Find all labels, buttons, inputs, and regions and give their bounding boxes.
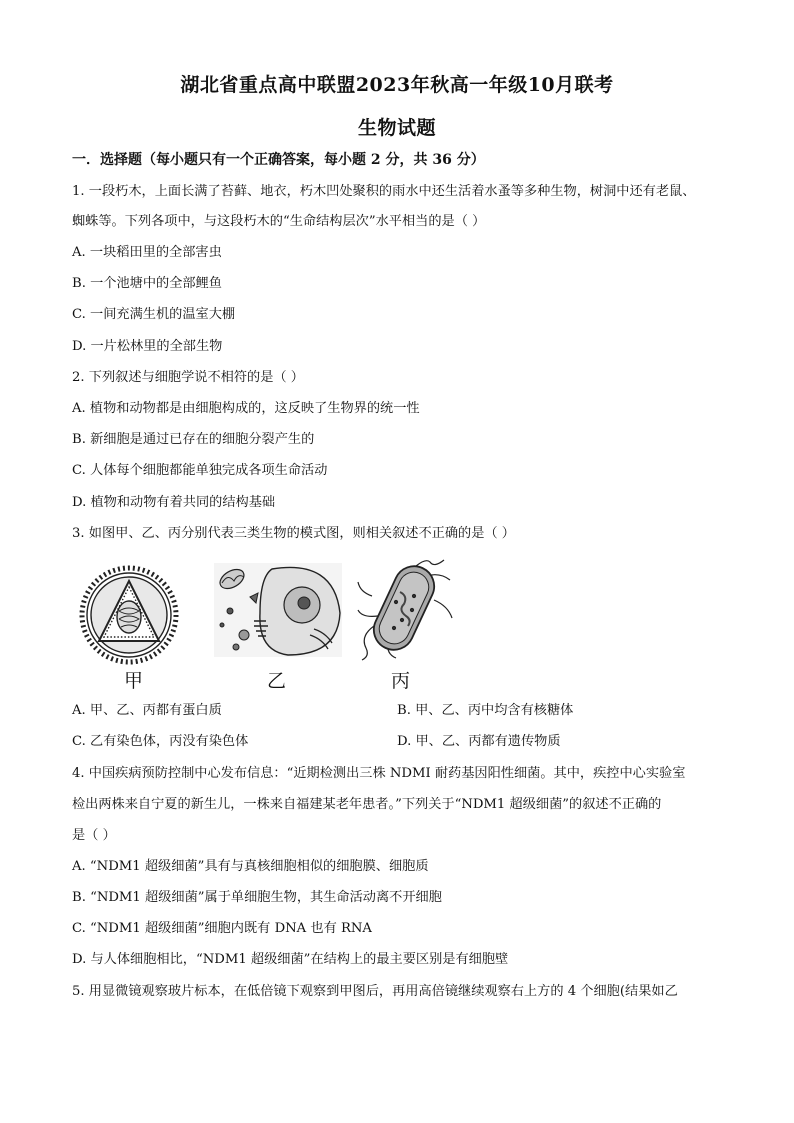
q3-stem: 3. 如图甲、乙、丙分别代表三类生物的模式图，则相关叙述不正确的是（ ） — [72, 526, 515, 541]
figure-label-bing: 丙 — [391, 670, 411, 692]
q3-option-b: B. 甲、乙、丙中均含有核糖体 — [397, 703, 574, 718]
exam-subtitle: 生物试题 — [357, 117, 436, 139]
q4-stem-line3: 是（ ） — [72, 828, 116, 843]
q1-stem-line1: 1. 一段朽木，上面长满了苔藓、地衣，朽木凹处聚积的雨水中还生活着水蚤等多种生物，树洞中还有老鼠、 — [72, 184, 696, 199]
q4-option-b: B. “NDM1 超级细菌”属于单细胞生物，其生命活动离不开细胞 — [72, 890, 442, 905]
q3-option-d: D. 甲、乙、丙都有遗传物质 — [397, 734, 561, 749]
q1-option-a: A. 一块稻田里的全部害虫 — [72, 245, 222, 260]
q1-stem-line2: 蜘蛛等。下列各项中，与这段朽木的“生命结构层次”水平相当的是（ ） — [72, 214, 486, 229]
q2-option-d: D. 植物和动物有着共同的结构基础 — [72, 495, 276, 510]
figure-label-yi: 乙 — [267, 670, 287, 692]
eukaryotic-cell-diagram — [214, 563, 342, 657]
figure-label-jia: 甲 — [124, 670, 144, 692]
q2-option-b: B. 新细胞是通过已存在的细胞分裂产生的 — [72, 432, 315, 447]
q4-stem-line2: 检出两株来自宁夏的新生儿，一株来自福建某老年患者。”下列关于“NDM1 超级细菌”的叙述不正确的 — [72, 797, 662, 812]
q4-option-d: D. 与人体细胞相比，“NDM1 超级细菌”在结构上的最主要区别是有细胞壁 — [72, 952, 509, 967]
q1-option-c: C. 一间充满生机的温室大棚 — [72, 307, 236, 322]
q2-option-a: A. 植物和动物都是由细胞构成的，这反映了生物界的统一性 — [72, 401, 420, 416]
q2-stem: 2. 下列叙述与细胞学说不相符的是（ ） — [72, 370, 304, 385]
section-heading: 一．选择题（每小题只有一个正确答案，每小题 2 分，共 36 分） — [72, 152, 485, 168]
q3-option-c: C. 乙有染色体，丙没有染色体 — [72, 734, 249, 749]
q2-option-c: C. 人体每个细胞都能单独完成各项生命活动 — [72, 463, 328, 478]
q4-option-c: C. “NDM1 超级细菌”细胞内既有 DNA 也有 RNA — [72, 921, 372, 936]
q3-option-a: A. 甲、乙、丙都有蛋白质 — [72, 703, 222, 718]
q5-stem-line1: 5. 用显微镜观察玻片标本，在低倍镜下观察到甲图后，再用高倍镜继续观察右上方的 4 个细胞(结果如乙 — [72, 984, 678, 999]
q4-stem-line1: 4. 中国疾病预防控制中心发布信息：“近期检测出三株 NDMI 耐药基因阳性细菌。其中，疾控中心实验室 — [72, 766, 686, 781]
q1-option-b: B. 一个池塘中的全部鲤鱼 — [72, 276, 222, 291]
virus-diagram — [73, 565, 185, 665]
q4-option-a: A. “NDM1 超级细菌”具有与真核细胞相似的细胞膜、细胞质 — [72, 859, 429, 874]
q1-option-d: D. 一片松林里的全部生物 — [72, 339, 223, 354]
exam-title: 湖北省重点高中联盟2023年秋高一年级10月联考 — [180, 74, 614, 96]
bacterium-diagram — [356, 556, 456, 662]
